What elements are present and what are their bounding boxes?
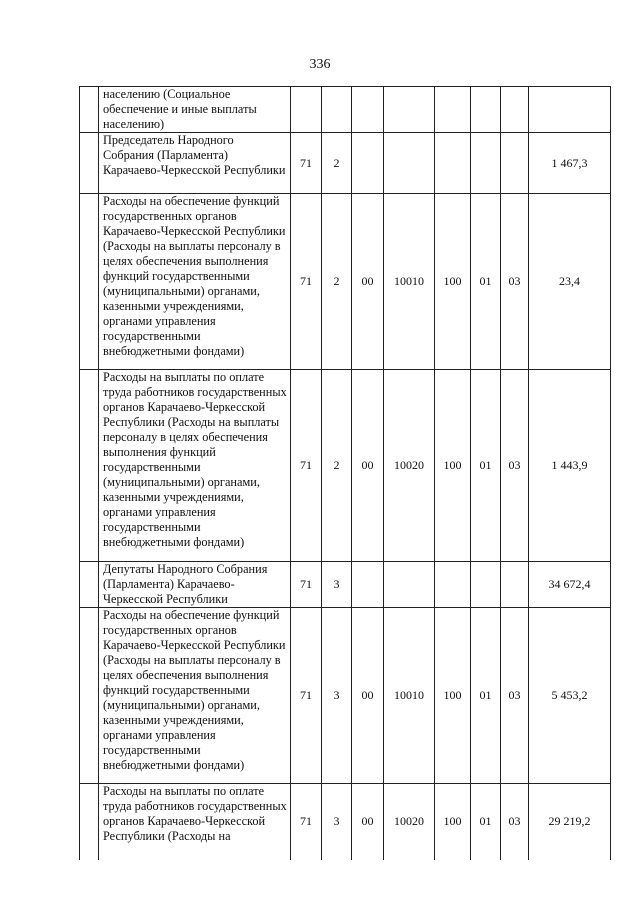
cell-col4 (384, 562, 435, 608)
cell-col1: 71 (291, 562, 322, 608)
cell-col6: 01 (471, 370, 501, 562)
blank-cell (80, 194, 99, 370)
cell-col2 (322, 87, 352, 133)
cell-col4 (384, 133, 435, 194)
blank-cell (80, 370, 99, 562)
cell-col6: 01 (471, 194, 501, 370)
cell-col3: 00 (352, 784, 384, 860)
blank-cell (80, 608, 99, 784)
cell-col5: 100 (435, 370, 471, 562)
blank-cell (80, 784, 99, 860)
cell-col3: 00 (352, 194, 384, 370)
cell-col1: 71 (291, 784, 322, 860)
table-row (80, 194, 611, 370)
cell-amount: 29 219,2 (529, 784, 611, 860)
row-name: Расходы на обеспечение функций государственных органов Карачаево-Черкесской Республики (Расходы на выплаты персоналу в целях обеспечения выполнения функций государственными (муниципальными) органами, казенными учреждениями, органами управления государственными внебюджетными фондами) (99, 608, 291, 784)
cell-col2: 3 (322, 562, 352, 608)
page-number: 336 (309, 57, 331, 72)
row-name: Депутаты Народного Собрания (Парламента) Карачаево-Черкесской Республики (99, 562, 291, 608)
cell-col7: 03 (501, 608, 529, 784)
blank-cell (80, 87, 99, 133)
cell-amount: 23,4 (529, 194, 611, 370)
cell-col4: 10010 (384, 194, 435, 370)
cell-col4: 10020 (384, 370, 435, 562)
budget-table (79, 86, 611, 860)
cell-amount: 34 672,4 (529, 562, 611, 608)
cell-col1: 71 (291, 608, 322, 784)
cell-col7: 03 (501, 370, 529, 562)
cell-col3 (352, 87, 384, 133)
cell-col1: 71 (291, 194, 322, 370)
cell-col5 (435, 87, 471, 133)
cell-amount: 1 467,3 (529, 133, 611, 194)
cell-col2: 2 (322, 133, 352, 194)
row-name: населению (Социальное обеспечение и иные выплаты населению) (99, 87, 291, 133)
cell-col7 (501, 87, 529, 133)
cell-col5 (435, 133, 471, 194)
cell-col4 (384, 87, 435, 133)
table-row (80, 784, 611, 860)
table-row (80, 562, 611, 608)
cell-col5: 100 (435, 784, 471, 860)
cell-col5 (435, 562, 471, 608)
cell-col1: 71 (291, 370, 322, 562)
cell-col2: 2 (322, 370, 352, 562)
row-name: Председатель Народного Собрания (Парламента) Карачаево-Черкесской Республики (99, 133, 291, 194)
cell-col1: 71 (291, 133, 322, 194)
cell-amount: 5 453,2 (529, 608, 611, 784)
cell-col5: 100 (435, 608, 471, 784)
cell-col3 (352, 562, 384, 608)
cell-col2: 2 (322, 194, 352, 370)
cell-col4: 10010 (384, 608, 435, 784)
cell-col3 (352, 133, 384, 194)
cell-col6 (471, 87, 501, 133)
row-name: Расходы на выплаты по оплате труда работников государственных органов Карачаево-Черкесской Республики (Расходы на выплаты персоналу в целях обеспечения выполнения функций государственными (муниципальными) органами, казенными учреждениями, органами управления государственными внебюджетными фондами) (99, 370, 291, 562)
table-row (80, 608, 611, 784)
table-row (80, 370, 611, 562)
cell-col6: 01 (471, 608, 501, 784)
blank-cell (80, 133, 99, 194)
blank-cell (80, 562, 99, 608)
cell-amount (529, 87, 611, 133)
cell-col4: 10020 (384, 784, 435, 860)
cell-col3: 00 (352, 370, 384, 562)
cell-col7 (501, 133, 529, 194)
cell-col7 (501, 562, 529, 608)
table-row (80, 87, 611, 133)
cell-col6 (471, 562, 501, 608)
cell-col2: 3 (322, 784, 352, 860)
cell-col1 (291, 87, 322, 133)
cell-col6: 01 (471, 784, 501, 860)
cell-col5: 100 (435, 194, 471, 370)
cell-amount: 1 443,9 (529, 370, 611, 562)
cell-col2: 3 (322, 608, 352, 784)
row-name: Расходы на обеспечение функций государственных органов Карачаево-Черкесской Республики (Расходы на выплаты персоналу в целях обеспечения выполнения функций государственными (муниципальными) органами, казенными учреждениями, органами управления государственными внебюджетными фондами) (99, 194, 291, 370)
cell-col7: 03 (501, 194, 529, 370)
row-name: Расходы на выплаты по оплате труда работников государственных органов Карачаево-Черкесской Республики (Расходы на (99, 784, 291, 860)
cell-col3: 00 (352, 608, 384, 784)
table-row (80, 133, 611, 194)
cell-col6 (471, 133, 501, 194)
cell-col7: 03 (501, 784, 529, 860)
